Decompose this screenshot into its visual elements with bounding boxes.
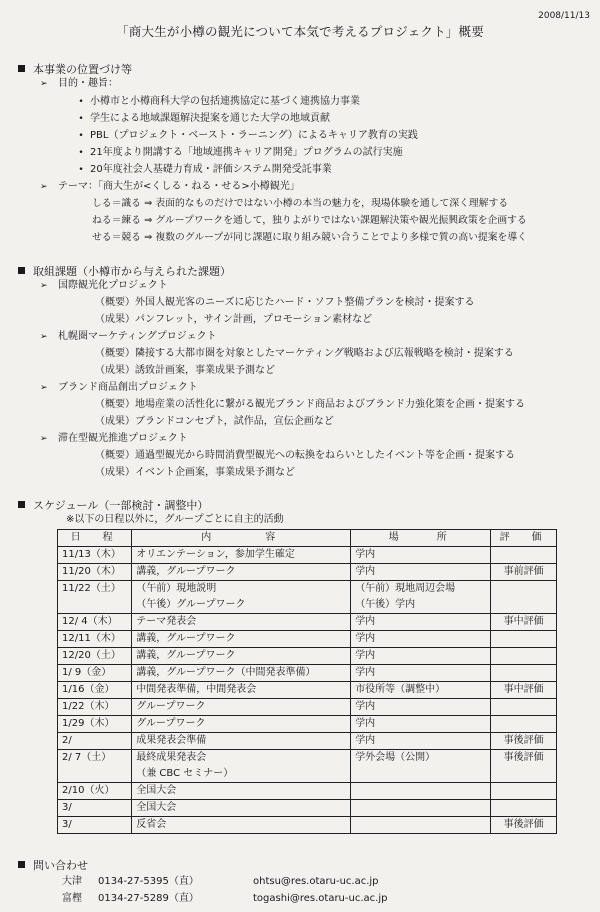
schedule-row	[58, 631, 557, 648]
schedule-location: 学内	[351, 631, 491, 648]
project-name: ➢ 札幌圏マーケティングプロジェクト	[40, 331, 217, 342]
section-heading-schedule: スケジュール（一部検討・調整中）	[18, 497, 208, 513]
contact-email[interactable]: ohtsu@res.otaru-uc.ac.jp	[253, 876, 379, 887]
document-title: 「商大生が小樽の観光について本気で考えるプロジェクト」概要	[116, 24, 484, 39]
schedule-row	[58, 783, 557, 800]
schedule-content: （午前）現地説明 （午後）グループワーク	[132, 581, 351, 614]
schedule-row	[58, 817, 557, 834]
dot-bullet-icon: •	[78, 148, 84, 158]
project-name: ➢ ブランド商品創出プロジェクト	[40, 382, 198, 393]
square-bullet-icon	[18, 501, 25, 508]
schedule-location	[351, 783, 491, 800]
schedule-location: （午前）現地周辺会場 （午後）学内	[351, 581, 491, 614]
schedule-content: 反省会	[132, 817, 351, 834]
schedule-location: 学外会場（公開）	[351, 750, 491, 783]
schedule-table	[57, 529, 557, 834]
contact-tel: 0134-27-5395（直）	[98, 876, 199, 887]
schedule-date: 1/22（木）	[58, 699, 132, 716]
arrow-bullet-icon: ➢	[40, 281, 48, 291]
schedule-date: 11/13（木）	[58, 547, 132, 564]
schedule-evaluation	[491, 648, 557, 665]
schedule-row	[58, 648, 557, 665]
contact-row	[62, 892, 387, 906]
theme-label: ➢ テーマ：「商大生が<くしる・ねる・せる>小樽観光」	[40, 181, 300, 192]
project-result: （成果）イベント企画案，事業成果予測など	[95, 467, 295, 478]
schedule-row	[58, 547, 557, 564]
theme-item: せる＝競る ⇒ 複数のグループが同じ課題に取り組み競い合うことでより多様で質の高い提案を導く	[92, 232, 527, 243]
schedule-evaluation: 事後評価	[491, 817, 557, 834]
schedule-evaluation	[491, 665, 557, 682]
schedule-row	[58, 699, 557, 716]
schedule-date: 1/29（木）	[58, 716, 132, 733]
schedule-location: 市役所等（調整中）	[351, 682, 491, 699]
dot-bullet-icon: •	[78, 131, 84, 141]
dot-bullet-icon: •	[78, 114, 84, 124]
project-name: ➢ 国際観光化プロジェクト	[40, 280, 168, 291]
square-bullet-icon	[18, 267, 25, 274]
square-bullet-icon	[18, 65, 25, 72]
schedule-location: 学内	[351, 665, 491, 682]
theme-item: しる＝識る ⇒ 表面的なものだけではない小樽の本当の魅力を，現場体験を通して深く理解する	[92, 198, 509, 209]
arrow-bullet-icon: ➢	[40, 383, 48, 393]
arrow-bullet-icon: ➢	[40, 182, 48, 192]
schedule-date: 1/16（金）	[58, 682, 132, 699]
dot-bullet-icon: •	[78, 97, 84, 107]
document-date: 2008/11/13	[538, 11, 590, 21]
purpose-item: • 21年度より開講する「地域連携キャリア開発」プログラムの試行実施	[72, 146, 403, 160]
contact-row	[62, 875, 379, 889]
purpose-item: • 20年度社会人基礎力育成・評価システム開発受託事業	[72, 163, 332, 177]
schedule-evaluation	[491, 699, 557, 716]
theme-item: ねる＝練る ⇒ グループワークを通して，独りよがりではない課題解決策や観光振興政策を企画する	[92, 215, 527, 226]
schedule-evaluation	[491, 716, 557, 733]
schedule-date: 11/20（木）	[58, 564, 132, 581]
purpose-item: • PBL（プロジェクト・ベースト・ラーニング）によるキャリア教育の実践	[72, 129, 418, 143]
schedule-row	[58, 581, 557, 614]
schedule-location: 学内	[351, 614, 491, 631]
header-date: 日 程	[58, 530, 132, 547]
schedule-content: 講義，グループワーク	[132, 631, 351, 648]
schedule-evaluation	[491, 547, 557, 564]
schedule-row	[58, 682, 557, 699]
schedule-location: 学内	[351, 547, 491, 564]
schedule-row	[58, 750, 557, 783]
schedule-content: グループワーク	[132, 716, 351, 733]
arrow-bullet-icon: ➢	[40, 332, 48, 342]
purpose-item: • 小樽市と小樽商科大学の包括連携協定に基づく連携協力事業	[72, 95, 360, 109]
schedule-content: テーマ発表会	[132, 614, 351, 631]
schedule-evaluation	[491, 631, 557, 648]
schedule-date: 2/10（火）	[58, 783, 132, 800]
schedule-header-row	[58, 530, 557, 547]
project-outline: （概要）隣接する大都市圏を対象としたマーケティング戦略および広報戦略を検討・提案する	[95, 348, 514, 359]
schedule-row	[58, 614, 557, 631]
schedule-evaluation	[491, 581, 557, 614]
schedule-content: 成果発表会準備	[132, 733, 351, 750]
project-result: （成果）誘致計画案，事業成果予測など	[95, 365, 275, 376]
schedule-location: 学内	[351, 716, 491, 733]
schedule-content: 講義，グループワーク（中間発表準備）	[132, 665, 351, 682]
schedule-date: 1/ 9（金）	[58, 665, 132, 682]
schedule-note: ※以下の日程以外に，グループごとに自主的活動	[66, 514, 284, 525]
schedule-row	[58, 733, 557, 750]
schedule-evaluation: 事後評価	[491, 750, 557, 783]
contact-name: 富樫	[62, 893, 82, 904]
schedule-evaluation	[491, 783, 557, 800]
section-heading-projects: 取組課題（小樽市から与えられた課題）	[18, 263, 231, 279]
arrow-bullet-icon: ➢	[40, 434, 48, 444]
schedule-location: 学内	[351, 699, 491, 716]
schedule-content: 全国大会	[132, 800, 351, 817]
schedule-date: 2/	[58, 733, 132, 750]
square-bullet-icon	[18, 861, 25, 868]
header-content: 内 容	[132, 530, 351, 547]
project-name: ➢ 滞在型観光推進プロジェクト	[40, 433, 188, 444]
arrow-bullet-icon: ➢	[40, 79, 48, 89]
schedule-row	[58, 716, 557, 733]
schedule-body	[58, 547, 557, 834]
schedule-content: グループワーク	[132, 699, 351, 716]
schedule-content: 最終成果発表会 （兼 CBC セミナー）	[132, 750, 351, 783]
schedule-content: 講義，グループワーク	[132, 648, 351, 665]
schedule-location	[351, 800, 491, 817]
project-outline: （概要）外国人観光客のニーズに応じたハード・ソフト整備プランを検討・提案する	[95, 297, 475, 308]
schedule-row	[58, 564, 557, 581]
schedule-row	[58, 800, 557, 817]
header-location: 場 所	[351, 530, 491, 547]
project-result: （成果）ブランドコンセプト，試作品，宣伝企画など	[95, 416, 334, 427]
schedule-date: 3/	[58, 817, 132, 834]
project-result: （成果）パンフレット，サイン計画，プロモーション素材など	[95, 314, 373, 325]
schedule-content: オリエンテーション，参加学生確定	[132, 547, 351, 564]
schedule-date: 3/	[58, 800, 132, 817]
schedule-evaluation: 事中評価	[491, 682, 557, 699]
schedule-date: 12/11（木）	[58, 631, 132, 648]
header-evaluation: 評 価	[491, 530, 557, 547]
project-outline: （概要）通過型観光から時間消費型観光への転換をねらいとしたイベント等を企画・提案する	[95, 450, 515, 461]
schedule-date: 12/20（土）	[58, 648, 132, 665]
schedule-content: 講義，グループワーク	[132, 564, 351, 581]
schedule-evaluation: 事中評価	[491, 614, 557, 631]
section-heading-position: 本事業の位置づけ等	[18, 61, 132, 77]
schedule-evaluation: 事前評価	[491, 564, 557, 581]
project-outline: （概要）地場産業の活性化に繋がる観光ブランド商品およびブランド力強化策を企画・提案する	[95, 399, 525, 410]
schedule-date: 11/22（土）	[58, 581, 132, 614]
schedule-date: 2/ 7（土）	[58, 750, 132, 783]
schedule-location: 学内	[351, 564, 491, 581]
schedule-evaluation	[491, 800, 557, 817]
schedule-row	[58, 665, 557, 682]
contact-email[interactable]: togashi@res.otaru-uc.ac.jp	[253, 893, 388, 904]
schedule-location: 学内	[351, 648, 491, 665]
schedule-location	[351, 817, 491, 834]
schedule-content: 中間発表準備，中間発表会	[132, 682, 351, 699]
schedule-date: 12/ 4（木）	[58, 614, 132, 631]
purpose-item: • 学生による地域課題解決提案を通じた大学の地域貢献	[72, 112, 330, 126]
dot-bullet-icon: •	[78, 165, 84, 175]
schedule-content: 全国大会	[132, 783, 351, 800]
schedule-evaluation: 事後評価	[491, 733, 557, 750]
section-heading-contact: 問い合わせ	[18, 857, 88, 873]
schedule-location: 学内	[351, 733, 491, 750]
contact-tel: 0134-27-5289（直）	[98, 893, 199, 904]
contact-name: 大津	[62, 876, 82, 887]
purpose-label: ➢ 目的・趣旨：	[40, 78, 118, 89]
